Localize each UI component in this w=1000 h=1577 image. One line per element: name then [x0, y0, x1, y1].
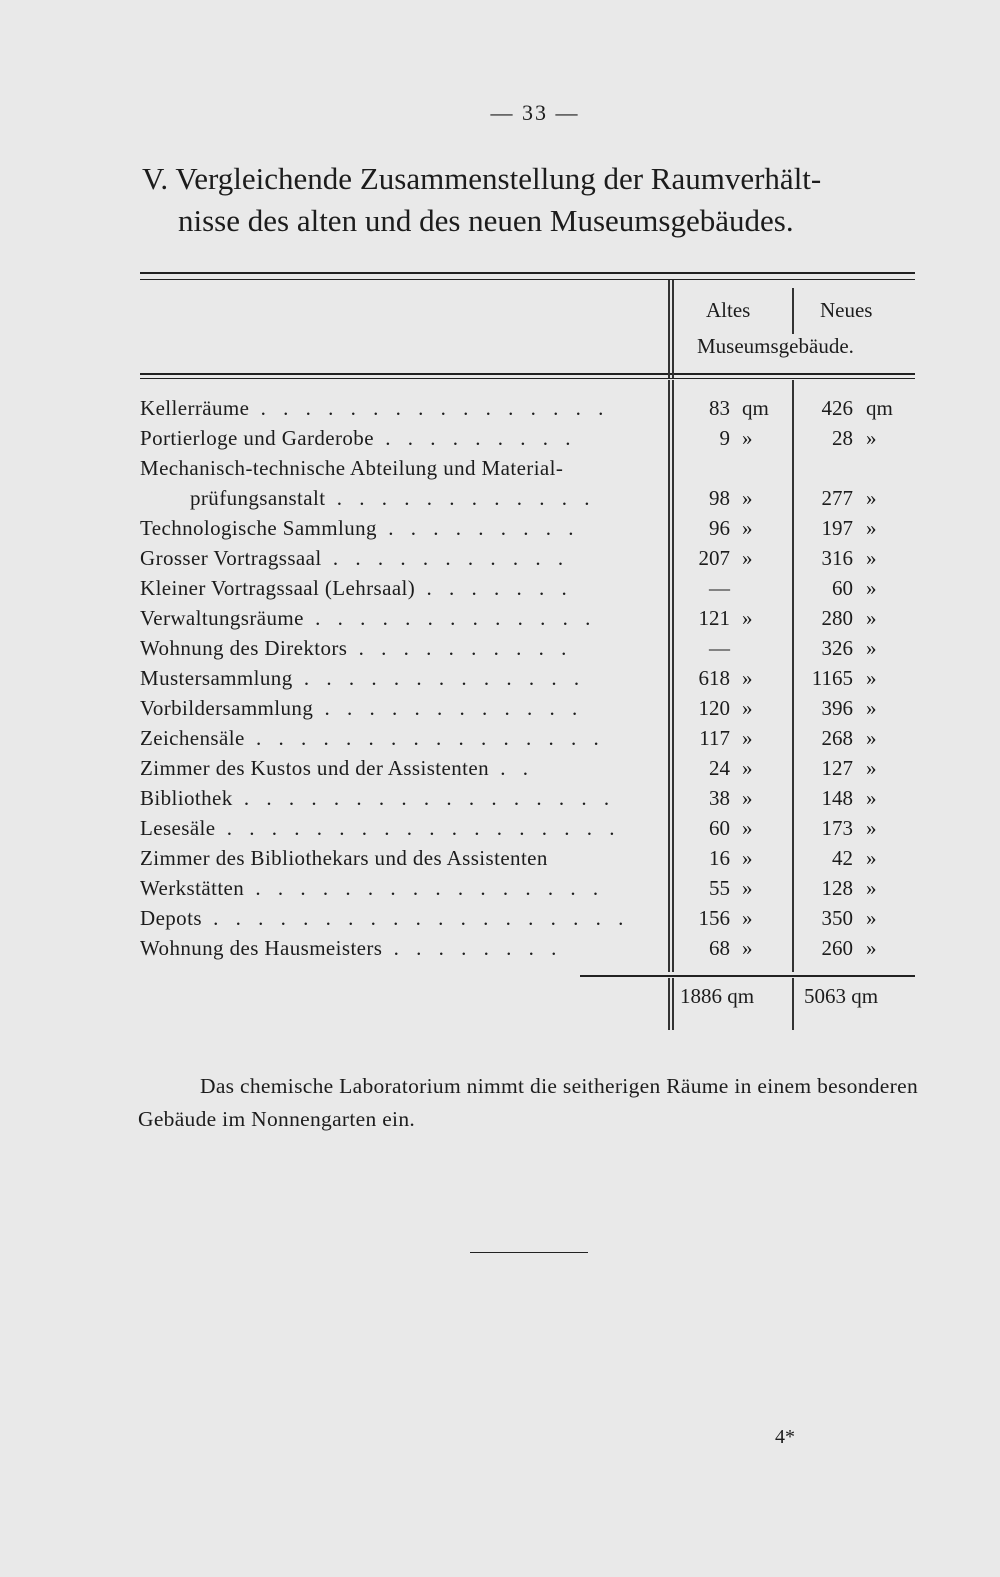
- row-new-unit: »: [866, 876, 877, 900]
- signature-mark: 4*: [775, 1426, 795, 1448]
- row-old-value: 16: [709, 846, 730, 870]
- row-old-unit: »: [742, 816, 753, 840]
- row-old-value: 24: [709, 756, 730, 780]
- table-row: [0, 936, 1000, 966]
- column-divider-left: [668, 280, 670, 378]
- table-row: [0, 636, 1000, 666]
- total-divider-left: [668, 978, 670, 1030]
- row-label-text: Zimmer des Kustos und der Assistenten: [140, 756, 490, 780]
- row-label: [140, 606, 660, 631]
- row-old-value: 120: [698, 696, 730, 720]
- table-row: [0, 696, 1000, 726]
- table-body: [0, 396, 1000, 966]
- row-new-value: 260: [821, 936, 853, 960]
- row-label-text: Verwaltungsräume: [140, 606, 304, 630]
- row-label-text: prüfungsanstalt: [190, 486, 326, 510]
- row-old-value: 207: [698, 546, 730, 570]
- row-new-value: 426: [821, 396, 853, 420]
- table-row: [0, 876, 1000, 906]
- leader-dots: . . . . . . . . . . . . .: [303, 606, 597, 630]
- leader-dots: . . . . . . . . . .: [347, 636, 573, 660]
- leader-dots: . . . . . . . . . . .: [321, 546, 570, 570]
- table-row: [0, 816, 1000, 846]
- row-old-unit: »: [742, 606, 753, 630]
- row-old-value: 121: [698, 606, 730, 630]
- row-new-unit: »: [866, 546, 877, 570]
- row-label-text: Mechanisch-technische Abteilung und Material-: [140, 456, 564, 480]
- row-new-value: 396: [821, 696, 853, 720]
- table-row: [0, 456, 1000, 486]
- row-old-value: 618: [698, 666, 730, 690]
- table-row: [0, 846, 1000, 876]
- row-old-value: 38: [709, 786, 730, 810]
- total-old: 1886 qm: [680, 984, 755, 1008]
- row-label-text: Zeichensäle: [140, 726, 245, 750]
- row-new-unit: »: [866, 486, 877, 510]
- table-row: [0, 756, 1000, 786]
- row-label-text: Vorbildersammlung: [140, 696, 314, 720]
- table-row: [0, 726, 1000, 756]
- row-new-unit: »: [866, 666, 877, 690]
- leader-dots: . . . . . . . . . . . . . . . . . . .: [201, 906, 630, 930]
- table-top-rule-thin: [140, 279, 915, 280]
- row-old-value: 55: [709, 876, 730, 900]
- row-old-value: 98: [709, 486, 730, 510]
- total-new: 5063 qm: [804, 984, 879, 1008]
- row-label-text: Mustersammlung: [140, 666, 293, 690]
- row-new-value: 326: [821, 636, 853, 660]
- leader-dots: . . . . . . .: [415, 576, 573, 600]
- section-title-line-2: nisse des alten und des neuen Museumsgebäudes.: [178, 203, 794, 238]
- closing-rule: [470, 1252, 588, 1253]
- row-new-value: 127: [821, 756, 853, 780]
- row-new-value: 128: [821, 876, 853, 900]
- row-label: [140, 666, 660, 691]
- row-label: [140, 816, 660, 841]
- row-old-value: 83: [709, 396, 730, 420]
- table-row: [0, 426, 1000, 456]
- row-new-unit: »: [866, 756, 877, 780]
- table-row: [0, 546, 1000, 576]
- row-old-unit: qm: [742, 396, 769, 420]
- row-label: [140, 426, 660, 451]
- row-old-unit: »: [742, 426, 753, 450]
- table-row: [0, 486, 1000, 516]
- row-label: [190, 486, 660, 511]
- row-new-value: 277: [821, 486, 853, 510]
- table-row: [0, 786, 1000, 816]
- row-new-unit: »: [866, 516, 877, 540]
- total-divider-mid: [792, 978, 794, 1030]
- column-divider-left-inner: [672, 280, 674, 378]
- row-new-value: 28: [832, 426, 853, 450]
- row-new-unit: qm: [866, 396, 893, 420]
- row-old-value: —: [709, 636, 730, 660]
- leader-dots: . . . . . . . .: [382, 936, 563, 960]
- row-old-unit: »: [742, 726, 753, 750]
- leader-dots: . . . . . . . . . . . . .: [292, 666, 586, 690]
- row-new-unit: »: [866, 576, 877, 600]
- row-label: [140, 696, 660, 721]
- row-label-text: Technologische Sammlung: [140, 516, 377, 540]
- table-top-rule: [140, 272, 915, 274]
- leader-dots: . . . . . . . . . . . .: [313, 696, 584, 720]
- row-label-text: Werkstätten: [140, 876, 245, 900]
- row-new-unit: »: [866, 906, 877, 930]
- leader-dots: . . . . . . . . .: [373, 426, 577, 450]
- row-new-value: 1165: [811, 666, 853, 690]
- row-label-text: Depots: [140, 906, 202, 930]
- leader-dots: . . . . . . . . . . . . . . . . . .: [215, 816, 621, 840]
- row-new-value: 148: [821, 786, 853, 810]
- page-number: — 33 —: [490, 100, 580, 125]
- row-label: [140, 726, 660, 751]
- leader-dots: . . . . . . . . . . . .: [325, 486, 596, 510]
- row-label: [140, 546, 660, 571]
- row-new-value: 197: [821, 516, 853, 540]
- leader-dots: . . . . . . . . .: [376, 516, 580, 540]
- row-old-value: 96: [709, 516, 730, 540]
- header-common: Museumsgebäude.: [697, 334, 854, 358]
- row-old-unit: »: [742, 756, 753, 780]
- row-old-unit: »: [742, 516, 753, 540]
- leader-dots: . .: [489, 756, 535, 780]
- row-old-unit: »: [742, 486, 753, 510]
- row-new-value: 316: [821, 546, 853, 570]
- header-new: Neues: [820, 298, 873, 322]
- row-old-unit: »: [742, 846, 753, 870]
- table-row: [0, 666, 1000, 696]
- row-new-value: 60: [832, 576, 853, 600]
- leader-dots: . . . . . . . . . . . . . . . .: [249, 396, 610, 420]
- row-new-unit: »: [866, 816, 877, 840]
- row-label-text: Portierloge und Garderobe: [140, 426, 374, 450]
- row-new-value: 42: [832, 846, 853, 870]
- row-old-unit: »: [742, 696, 753, 720]
- row-label: [140, 516, 660, 541]
- row-old-value: 117: [699, 726, 730, 750]
- row-label-text: Wohnung des Direktors: [140, 636, 348, 660]
- row-new-unit: »: [866, 846, 877, 870]
- row-label: [140, 906, 660, 931]
- row-label-text: Kellerräume: [140, 396, 250, 420]
- leader-dots: . . . . . . . . . . . . . . . . .: [232, 786, 616, 810]
- row-old-value: 60: [709, 816, 730, 840]
- row-new-value: 173: [821, 816, 853, 840]
- row-label: [140, 876, 660, 901]
- row-label: [140, 636, 660, 661]
- row-old-unit: »: [742, 546, 753, 570]
- leader-dots: . . . . . . . . . . . . . . . .: [244, 726, 605, 750]
- footnote-paragraph: Das chemische Laboratorium nimmt die seitherigen Räume in einem besonderen Gebäude im Nonnengarten ein.: [138, 1074, 918, 1131]
- row-old-value: —: [709, 576, 730, 600]
- table-row: [0, 906, 1000, 936]
- row-label-text: Grosser Vortragssaal: [140, 546, 322, 570]
- row-new-unit: »: [866, 786, 877, 810]
- row-old-unit: »: [742, 936, 753, 960]
- row-label: [140, 786, 660, 811]
- row-new-unit: »: [866, 726, 877, 750]
- header-old: Altes: [706, 298, 751, 322]
- header-divider-mid: [792, 288, 794, 334]
- row-new-unit: »: [866, 606, 877, 630]
- total-divider-left-inner: [672, 978, 674, 1030]
- table-row: [0, 516, 1000, 546]
- row-label: [140, 396, 660, 421]
- row-old-value: 68: [709, 936, 730, 960]
- row-label-text: Zimmer des Bibliothekars und des Assistenten: [140, 846, 548, 870]
- row-new-unit: »: [866, 426, 877, 450]
- row-old-value: 9: [719, 426, 730, 450]
- row-label: [140, 456, 660, 481]
- leader-dots: . . . . . . . . . . . . . . . .: [244, 876, 605, 900]
- row-old-unit: »: [742, 906, 753, 930]
- row-new-value: 268: [821, 726, 853, 750]
- row-label: [140, 756, 660, 781]
- row-label: [140, 936, 660, 961]
- row-new-unit: »: [866, 636, 877, 660]
- row-new-value: 350: [821, 906, 853, 930]
- row-label: [140, 846, 660, 871]
- table-row: [0, 606, 1000, 636]
- row-old-unit: »: [742, 786, 753, 810]
- row-old-unit: »: [742, 666, 753, 690]
- row-label-text: Wohnung des Hausmeisters: [140, 936, 383, 960]
- row-label: [140, 576, 660, 601]
- table-row: [0, 576, 1000, 606]
- row-old-unit: »: [742, 876, 753, 900]
- row-label-text: Kleiner Vortragssaal (Lehrsaal): [140, 576, 416, 600]
- header-bottom-rule: [140, 373, 915, 375]
- row-new-unit: »: [866, 696, 877, 720]
- header-bottom-rule-thin: [140, 378, 915, 379]
- row-new-value: 280: [821, 606, 853, 630]
- row-label-text: Bibliothek: [140, 786, 233, 810]
- row-new-unit: »: [866, 936, 877, 960]
- row-old-value: 156: [698, 906, 730, 930]
- row-label-text: Lesesäle: [140, 816, 216, 840]
- table-row: [0, 396, 1000, 426]
- total-rule: [580, 975, 915, 977]
- section-title-line-1: V. Vergleichende Zusammenstellung der Raumverhält-: [142, 161, 822, 196]
